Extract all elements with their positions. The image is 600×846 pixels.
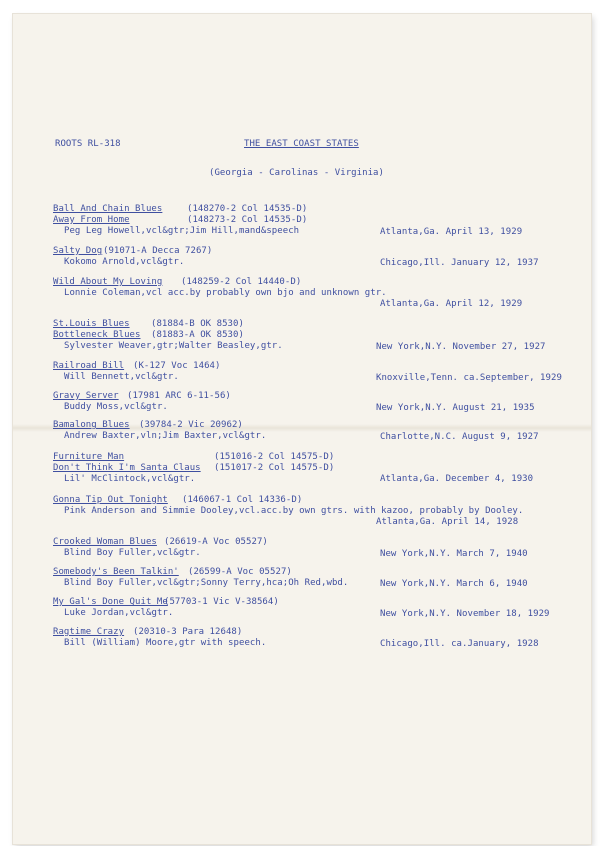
track-matrix: (148259-2 Col 14440-D) bbox=[181, 277, 302, 287]
page-title: THE EAST COAST STATES bbox=[244, 139, 359, 149]
track-artist: Bill (William) Moore,gtr with speech. bbox=[64, 638, 267, 648]
track-session: Chicago,Ill. January 12, 1937 bbox=[380, 258, 539, 268]
track-title: Railroad Bill bbox=[53, 361, 125, 371]
track-session: New York,N.Y. August 21, 1935 bbox=[376, 403, 535, 413]
track-matrix: (57703-1 Vic V-38564) bbox=[164, 597, 279, 607]
track-matrix: (148273-2 Col 14535-D) bbox=[187, 215, 308, 225]
track-matrix: (148270-2 Col 14535-D) bbox=[187, 204, 308, 214]
page-subtitle: (Georgia - Carolinas - Virginia) bbox=[209, 168, 384, 178]
track-title: Crooked Woman Blues bbox=[53, 537, 157, 547]
track-session: New York,N.Y. March 6, 1940 bbox=[380, 579, 528, 589]
typewritten-sheet bbox=[13, 14, 591, 844]
track-matrix: (26599-A Voc 05527) bbox=[188, 567, 292, 577]
track-title: Ragtime Crazy bbox=[53, 627, 125, 637]
track-matrix: (151016-2 Col 14575-D) bbox=[214, 452, 335, 462]
track-title: Away From Home bbox=[53, 215, 130, 225]
track-matrix: (20310-3 Para 12648) bbox=[133, 627, 243, 637]
track-artist: Blind Boy Fuller,vcl&gtr. bbox=[64, 548, 201, 558]
track-artist: Peg Leg Howell,vcl&gtr;Jim Hill,mand&speech bbox=[64, 226, 300, 236]
track-session: Charlotte,N.C. August 9, 1927 bbox=[380, 432, 539, 442]
track-artist: Will Bennett,vcl&gtr. bbox=[64, 372, 179, 382]
track-session: New York,N.Y. March 7, 1940 bbox=[380, 549, 528, 559]
track-matrix: (26619-A Voc 05527) bbox=[164, 537, 268, 547]
track-artist: Pink Anderson and Simmie Dooley,vcl.acc.by own gtrs. with kazoo, probably by Dooley. bbox=[64, 506, 524, 516]
track-artist: Buddy Moss,vcl&gtr. bbox=[64, 402, 168, 412]
track-artist: Kokomo Arnold,vcl&gtr. bbox=[64, 257, 185, 267]
track-title: Ball And Chain Blues bbox=[53, 204, 163, 214]
track-title: Somebody's Been Talkin' bbox=[53, 567, 179, 577]
track-session: Knoxville,Tenn. ca.September, 1929 bbox=[376, 373, 562, 383]
track-artist: Blind Boy Fuller,vcl&gtr;Sonny Terry,hca;Oh Red,wbd. bbox=[64, 578, 349, 588]
track-matrix: (81883-A OK 8530) bbox=[151, 330, 244, 340]
track-artist: Sylvester Weaver,gtr;Walter Beasley,gtr. bbox=[64, 341, 283, 351]
track-matrix: (91071-A Decca 7267) bbox=[103, 246, 213, 256]
track-title: Gravy Server bbox=[53, 391, 119, 401]
track-title: Furniture Man bbox=[53, 452, 125, 462]
track-session: New York,N.Y. November 27, 1927 bbox=[376, 342, 546, 352]
track-title: Salty Dog bbox=[53, 246, 103, 256]
track-title: Bottleneck Blues bbox=[53, 330, 141, 340]
track-matrix: (81884-B OK 8530) bbox=[151, 319, 244, 329]
track-session: New York,N.Y. November 18, 1929 bbox=[380, 609, 550, 619]
catalog-number: ROOTS RL-318 bbox=[55, 139, 121, 149]
track-artist: Luke Jordan,vcl&gtr. bbox=[64, 608, 174, 618]
track-matrix: (K-127 Voc 1464) bbox=[133, 361, 221, 371]
track-matrix: (146067-1 Col 14336-D) bbox=[182, 495, 303, 505]
track-artist: Lil' McClintock,vcl&gtr. bbox=[64, 474, 196, 484]
track-title: Don't Think I'm Santa Claus bbox=[53, 463, 201, 473]
track-title: Bamalong Blues bbox=[53, 420, 130, 430]
track-session: Atlanta,Ga. April 14, 1928 bbox=[376, 517, 519, 527]
track-session: Chicago,Ill. ca.January, 1928 bbox=[380, 639, 539, 649]
track-artist: Andrew Baxter,vln;Jim Baxter,vcl&gtr. bbox=[64, 431, 267, 441]
track-title: My Gal's Done Quit Me bbox=[53, 597, 168, 607]
track-artist: Lonnie Coleman,vcl acc.by probably own bjo and unknown gtr. bbox=[64, 288, 387, 298]
track-matrix: (17981 ARC 6-11-56) bbox=[127, 391, 231, 401]
track-session: Atlanta,Ga. April 13, 1929 bbox=[380, 227, 523, 237]
track-matrix: (39784-2 Vic 20962) bbox=[139, 420, 243, 430]
track-matrix: (151017-2 Col 14575-D) bbox=[214, 463, 335, 473]
track-title: St.Louis Blues bbox=[53, 319, 130, 329]
track-title: Wild About My Loving bbox=[53, 277, 163, 287]
track-session: Atlanta,Ga. December 4, 1930 bbox=[380, 474, 534, 484]
track-session: Atlanta,Ga. April 12, 1929 bbox=[380, 299, 523, 309]
track-title: Gonna Tip Out Tonight bbox=[53, 495, 168, 505]
